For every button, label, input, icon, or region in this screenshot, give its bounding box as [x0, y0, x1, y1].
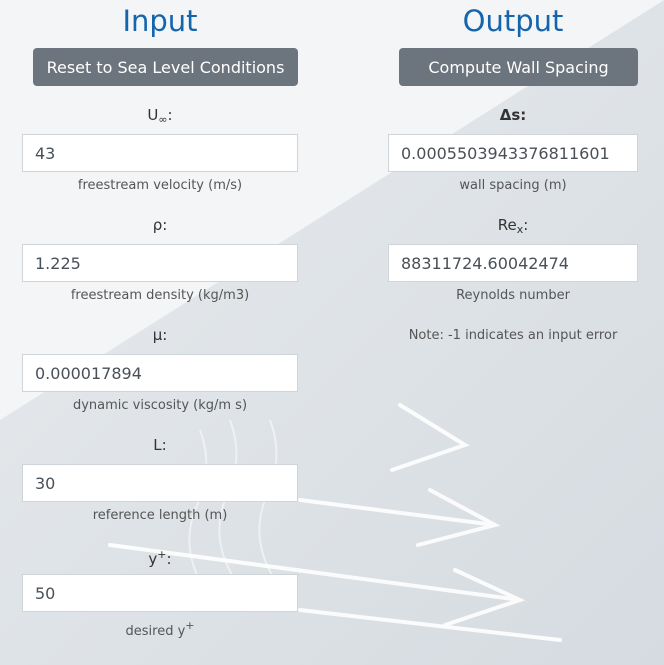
velocity-label: $U_\infty$: — [147, 106, 173, 126]
density-label: ρ: — [152, 216, 168, 234]
velocity-input[interactable] — [22, 134, 298, 172]
wall-spacing-output[interactable] — [388, 134, 638, 172]
viscosity-caption: dynamic viscosity (kg/m s) — [72, 398, 248, 413]
length-label: L: — [153, 436, 167, 454]
input-heading: Input — [122, 4, 198, 38]
wall-spacing-caption: wall spacing (m) — [459, 178, 567, 193]
y-plus-label: y+: — [148, 548, 172, 568]
y-plus-caption: desired y+ — [125, 619, 195, 639]
density-input[interactable] — [22, 244, 298, 282]
length-input[interactable] — [22, 464, 298, 502]
wall-spacing-label: Δs: — [499, 106, 527, 124]
viscosity-label: μ: — [152, 326, 168, 344]
reynolds-caption: Reynolds number — [456, 288, 570, 303]
velocity-caption: freestream velocity (m/s) — [77, 178, 243, 193]
reynolds-output[interactable] — [388, 244, 638, 282]
input-error-note: Note: -1 indicates an input error — [408, 328, 618, 343]
viscosity-input[interactable] — [22, 354, 298, 392]
output-heading: Output — [462, 4, 564, 38]
reset-sea-level-button[interactable]: Reset to Sea Level Conditions — [33, 48, 298, 86]
reynolds-label: $Re_x$: — [497, 216, 529, 236]
length-caption: reference length (m) — [92, 508, 228, 523]
y-plus-input[interactable] — [22, 574, 298, 612]
compute-wall-spacing-button[interactable]: Compute Wall Spacing — [399, 48, 638, 86]
density-caption: freestream density (kg/m3) — [70, 288, 250, 303]
